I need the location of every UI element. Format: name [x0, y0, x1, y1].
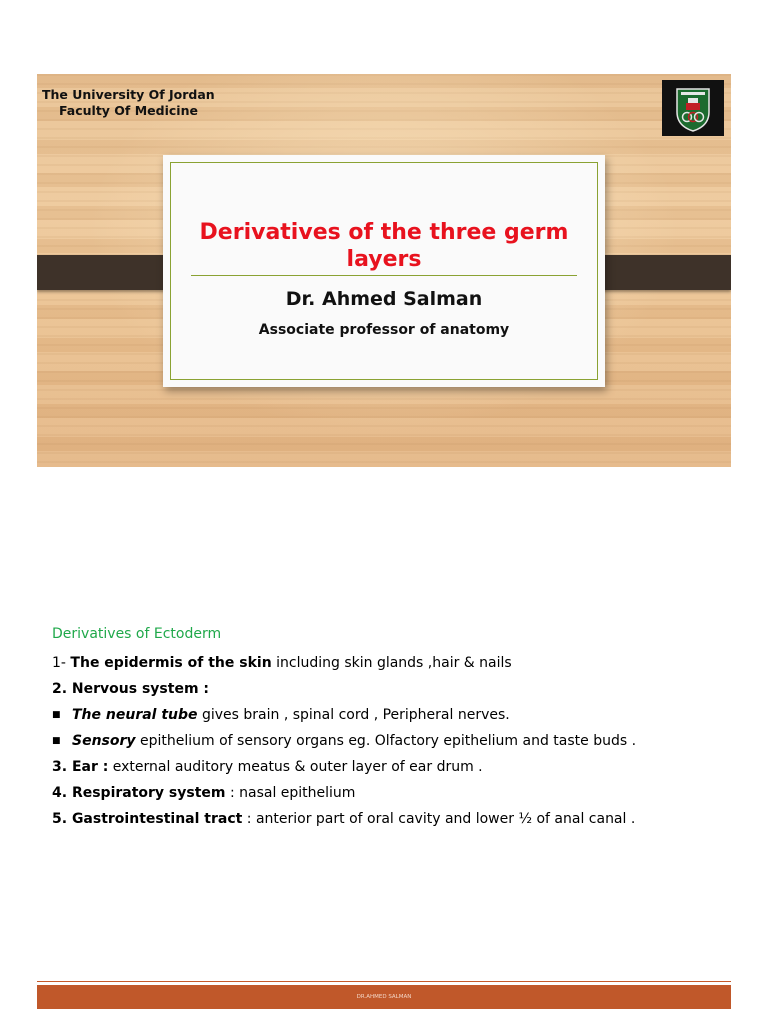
section-heading: Derivatives of Ectoderm [52, 626, 222, 642]
item-term: The epidermis of the skin [70, 655, 272, 671]
item-number: 3. [52, 759, 72, 775]
ectoderm-content [52, 624, 752, 832]
item-term: Sensory [72, 733, 136, 749]
item-text: gives brain , spinal cord , Peripheral nerves. [197, 707, 510, 723]
list-item [52, 780, 752, 806]
list-item [52, 650, 752, 676]
title-divider [191, 275, 577, 276]
list-item [52, 728, 752, 754]
footer-divider [37, 981, 731, 982]
university-crest-icon [662, 80, 724, 136]
left-decorative-band [37, 255, 177, 290]
item-term: Respiratory system [71, 785, 226, 801]
item-term: The neural tube [72, 707, 198, 723]
item-text: epithelium of sensory organs eg. Olfactory epithelium and taste buds . [135, 733, 637, 749]
item-text: including skin glands ,hair & nails [271, 655, 512, 671]
item-term: 2. Nervous system : [52, 681, 210, 697]
slide-footer: DR.AHMED SALMAN [37, 985, 731, 1009]
item-text: external auditory meatus & outer layer of ear drum . [108, 759, 483, 775]
item-text: : anterior part of oral cavity and lower ½ of anal canal . [242, 811, 636, 827]
institution-block [42, 87, 232, 119]
item-term: Ear : [71, 759, 109, 775]
item-text: : nasal epithelium [225, 785, 356, 801]
list-item [52, 806, 752, 832]
item-term: Gastrointestinal tract [71, 811, 243, 827]
list-item [52, 754, 752, 780]
title-slide [37, 74, 731, 467]
item-number: 5. [52, 811, 72, 827]
right-decorative-band [591, 255, 731, 290]
list-item [52, 702, 752, 728]
list-item [52, 676, 752, 702]
author-role: Associate professor of anatomy [258, 322, 510, 338]
slide-title: Derivatives of the three germ layers [199, 220, 569, 272]
item-number: 1- [52, 655, 71, 671]
item-number: 4. [52, 785, 72, 801]
author-name: Dr. Ahmed Salman [285, 288, 483, 310]
faculty-name: Faculty Of Medicine [59, 103, 198, 118]
title-card [163, 155, 605, 387]
square-bullet-icon: ■ [52, 736, 61, 746]
square-bullet-icon: ■ [52, 710, 61, 720]
university-name: The University Of Jordan [42, 87, 215, 102]
